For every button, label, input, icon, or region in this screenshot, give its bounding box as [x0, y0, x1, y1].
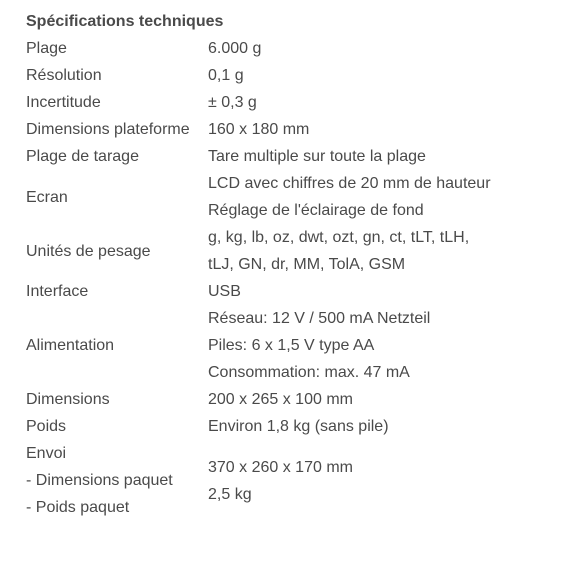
spec-value: [208, 305, 491, 386]
spec-value: [208, 413, 491, 440]
spec-value-text: Tare multiple sur toute la plage: [208, 148, 426, 165]
spec-row: [26, 116, 491, 143]
spec-row: [26, 89, 491, 116]
spec-row: [26, 143, 491, 170]
spec-value-text: tLJ, GN, dr, MM, TolA, GSM: [208, 256, 406, 273]
spec-value: [208, 143, 491, 170]
spec-label: [26, 386, 208, 413]
spec-value-text: 200 x 265 x 100 mm: [208, 391, 353, 408]
spec-value: [208, 35, 491, 62]
spec-value-text: USB: [208, 283, 241, 300]
spec-label-text: Plage: [26, 40, 67, 57]
spec-label-text: Envoi: [26, 445, 67, 462]
spec-value-text: ± 0,3 g: [208, 94, 257, 111]
spec-value: [208, 170, 491, 224]
spec-label-text: Unités de pesage: [26, 242, 151, 260]
spec-label: [26, 305, 208, 386]
spec-label-text: Dimensions plateforme: [26, 121, 190, 138]
spec-row: [26, 62, 491, 89]
spec-label-text: Dimensions: [26, 391, 110, 408]
spec-value-text: LCD avec chiffres de 20 mm de hauteur: [208, 175, 491, 192]
spec-label: [26, 413, 208, 440]
spec-value-text: 0,1 g: [208, 67, 244, 84]
spec-value-text: 2,5 kg: [208, 485, 252, 503]
spec-label: [26, 35, 208, 62]
spec-row: [26, 305, 491, 386]
spec-label: [26, 170, 208, 224]
spec-label: [26, 62, 208, 89]
spec-value-text: g, kg, lb, oz, dwt, ozt, gn, ct, tLT, tLH,: [208, 229, 470, 246]
spec-label-text: - Dimensions paquet: [26, 472, 173, 489]
spec-value-text: 160 x 180 mm: [208, 121, 310, 138]
spec-label-text: Ecran: [26, 188, 68, 206]
specs-title: Spécifications techniques: [26, 13, 224, 30]
spec-row: [26, 278, 491, 305]
spec-label-text: - Poids paquet: [26, 499, 130, 516]
spec-value-text: Réseau: 12 V / 500 mA Netzteil: [208, 310, 431, 327]
spec-label: [26, 143, 208, 170]
spec-label-text: Plage de tarage: [26, 148, 139, 165]
spec-value-text: Consommation: max. 47 mA: [208, 364, 410, 381]
spec-label-text: Poids: [26, 418, 67, 435]
spec-value: [208, 386, 491, 413]
spec-label: [26, 278, 208, 305]
spec-value-text: 370 x 260 x 170 mm: [208, 458, 353, 476]
spec-label: [26, 224, 208, 278]
spec-value: [208, 116, 491, 143]
specs-table: [26, 35, 491, 521]
spec-value: [208, 224, 491, 278]
spec-label-text: Interface: [26, 283, 89, 300]
specifications-block: [26, 8, 566, 521]
spec-row: [26, 413, 491, 440]
spec-row: [26, 386, 491, 413]
spec-row: [26, 224, 491, 278]
spec-label-text: Incertitude: [26, 94, 101, 111]
spec-label: [26, 440, 208, 521]
spec-value-text: 6.000 g: [208, 40, 262, 57]
spec-value: [208, 89, 491, 116]
spec-value: [208, 62, 491, 89]
spec-label-text: Alimentation: [26, 337, 115, 354]
spec-value-text: Environ 1,8 kg (sans pile): [208, 418, 389, 435]
spec-row: [26, 170, 491, 224]
spec-value: [208, 278, 491, 305]
spec-label: [26, 116, 208, 143]
spec-label: [26, 89, 208, 116]
spec-value: [208, 440, 491, 521]
spec-label-text: Résolution: [26, 67, 102, 84]
spec-row: [26, 440, 491, 521]
spec-row: [26, 35, 491, 62]
spec-value-text: Réglage de l'éclairage de fond: [208, 202, 424, 219]
spec-value-text: Piles: 6 x 1,5 V type AA: [208, 337, 375, 354]
